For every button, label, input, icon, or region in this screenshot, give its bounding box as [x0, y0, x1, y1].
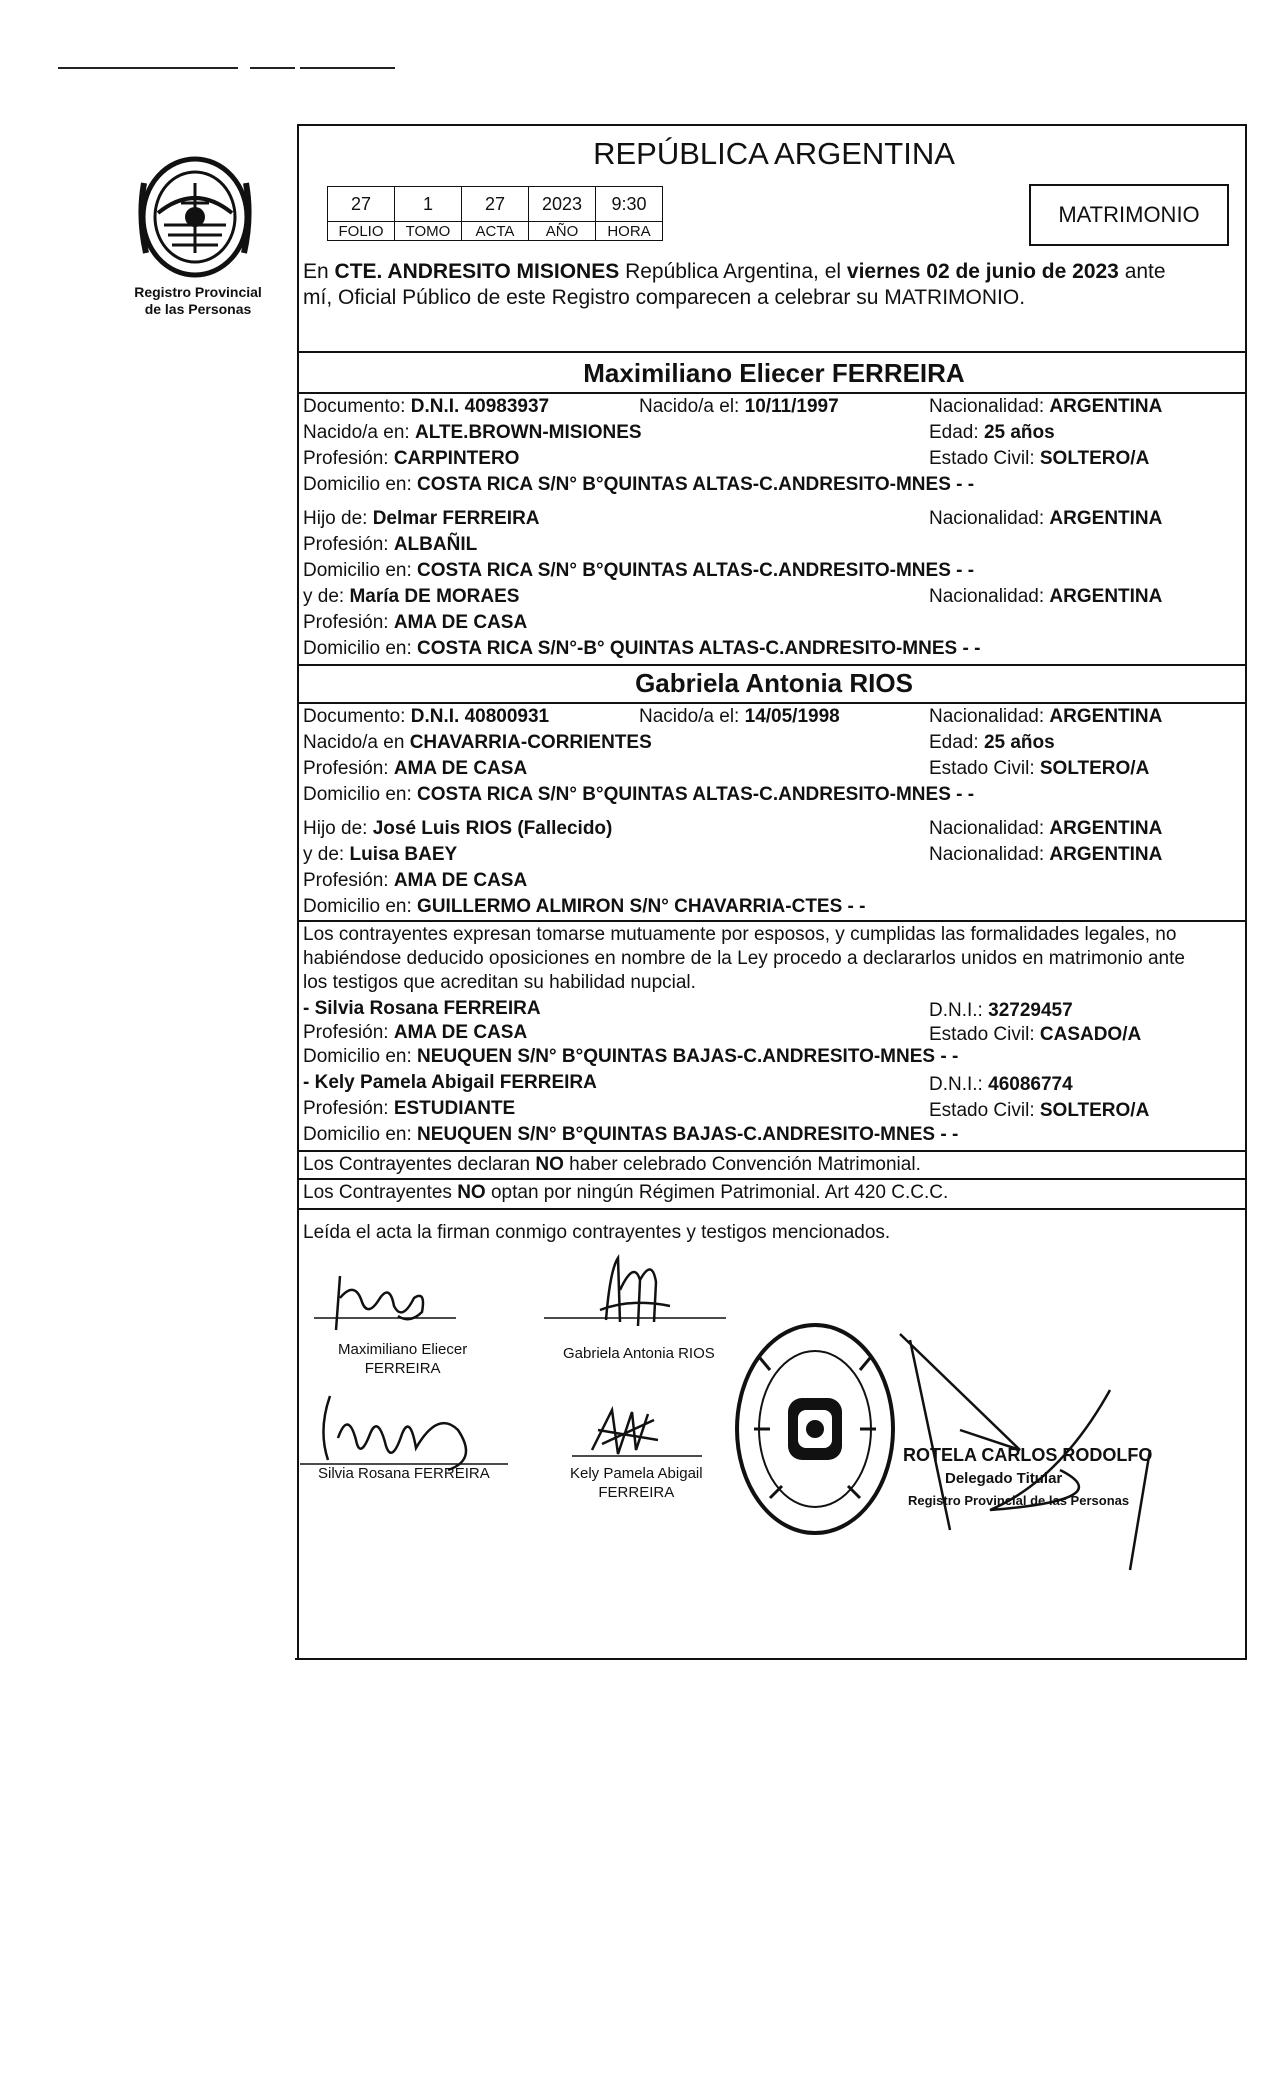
intro-line-1: [303, 260, 1166, 284]
official-office: Registro Provincial de las Personas: [908, 1493, 1130, 1508]
c1-mother: y de: María DE MORAES: [303, 586, 520, 607]
anio-value: 2023: [529, 187, 596, 222]
registry-caption-line2: de las Personas: [144, 301, 252, 317]
declaration-line-1: Los contrayentes expresan tomarse mutuamente por esposos, y cumplidas las formalidades legales, no: [303, 924, 1177, 945]
intro-date: viernes 02 de junio de 2023: [846, 260, 1119, 283]
record-type-box: MATRIMONIO: [1029, 184, 1229, 246]
c1-address: Domicilio en: COSTA RICA S/N° B°QUINTAS ALTAS-C.ANDRESITO-MNES - -: [303, 474, 975, 495]
signature-caption-silvia: Silvia Rosana FERREIRA: [318, 1465, 490, 1482]
c1-mother-nationality: Nacionalidad: ARGENTINA: [929, 586, 1163, 607]
signature-caption-gabriela: Gabriela Antonia RIOS: [563, 1345, 715, 1362]
c1-father-nationality: Nacionalidad: ARGENTINA: [929, 508, 1163, 529]
tomo-label: TOMO: [395, 222, 462, 241]
note-convention: Los Contrayentes declaran NO haber celebrado Convención Matrimonial.: [303, 1154, 921, 1175]
c1-birthdate: Nacido/a el: 10/11/1997: [639, 396, 839, 417]
c1-mother-profession: Profesión: AMA DE CASA: [303, 612, 528, 633]
folio-value: 27: [328, 187, 395, 222]
c1-nationality: Nacionalidad: ARGENTINA: [929, 396, 1163, 417]
c1-document: Documento: D.N.I. 40983937: [303, 396, 550, 417]
c2-mother: y de: Luisa BAEY: [303, 844, 458, 865]
declaration-line-3: los testigos que acreditan su habilidad nupcial.: [303, 972, 696, 993]
c1-birthplace: Nacido/a en: ALTE.BROWN-MISIONES: [303, 422, 642, 443]
c2-nationality: Nacionalidad: ARGENTINA: [929, 706, 1163, 727]
intro-line-2: mí, Oficial Público de este Registro comparecen a celebrar su MATRIMONIO.: [303, 286, 1026, 309]
divider: [299, 1178, 1245, 1180]
divider: [299, 1208, 1245, 1210]
anio-label: AÑO: [529, 222, 596, 241]
divider: [299, 664, 1245, 666]
signature-caption-kely: Kely Pamela Abigail FERREIRA: [570, 1465, 703, 1501]
registry-caption-line1: Registro Provincial: [134, 284, 262, 300]
acta-label: ACTA: [462, 222, 529, 241]
hora-value: 9:30: [596, 187, 663, 222]
witness2-civil-status: Estado Civil: SOLTERO/A: [929, 1100, 1150, 1121]
official-title: Delegado Titular: [945, 1470, 1063, 1487]
signature-caption-maximiliano: Maximiliano Eliecer FERREIRA: [338, 1341, 468, 1377]
signature-maximiliano: [310, 1268, 460, 1340]
closing-statement: Leída el acta la firman conmigo contrayentes y testigos mencionados.: [303, 1222, 891, 1243]
hora-label: HORA: [596, 222, 663, 241]
divider: [299, 702, 1245, 704]
c2-father-nationality: Nacionalidad: ARGENTINA: [929, 818, 1163, 839]
country-title: REPÚBLICA ARGENTINA: [593, 136, 955, 171]
contrayente1-name: Maximiliano Eliecer FERREIRA: [583, 358, 965, 388]
note-patrimonial: Los Contrayentes NO optan por ningún Régimen Patrimonial. Art 420 C.C.C.: [303, 1182, 949, 1203]
intro-place: CTE. ANDRESITO MISIONES: [334, 260, 620, 283]
header-rule: [58, 67, 238, 69]
c2-mother-address: Domicilio en: GUILLERMO ALMIRON S/N° CHAVARRIA-CTES - -: [303, 896, 866, 917]
c2-profession: Profesión: AMA DE CASA: [303, 758, 528, 779]
c2-birthplace: Nacido/a en CHAVARRIA-CORRIENTES: [303, 732, 652, 753]
witness1-civil-status: Estado Civil: CASADO/A: [929, 1024, 1142, 1045]
witness1-address: Domicilio en: NEUQUEN S/N° B°QUINTAS BAJAS-C.ANDRESITO-MNES - -: [303, 1046, 959, 1067]
c2-civil-status: Estado Civil: SOLTERO/A: [929, 758, 1150, 779]
c2-father: Hijo de: José Luis RIOS (Fallecido): [303, 818, 613, 839]
intro-text: En: [303, 260, 335, 283]
c1-mother-address: Domicilio en: COSTA RICA S/N°-B° QUINTAS ALTAS-C.ANDRESITO-MNES - -: [303, 638, 981, 659]
witness2-address: Domicilio en: NEUQUEN S/N° B°QUINTAS BAJAS-C.ANDRESITO-MNES - -: [303, 1124, 959, 1145]
declaration-line-2: habiéndose deducido oposiciones en nombre de la Ley procedo a declararlos unidos en matrimonio ante: [303, 948, 1185, 969]
witness2-dni: D.N.I.: 46086774: [929, 1074, 1073, 1095]
c2-age: Edad: 25 años: [929, 732, 1055, 753]
c2-mother-profession: Profesión: AMA DE CASA: [303, 870, 528, 891]
c1-profession: Profesión: CARPINTERO: [303, 448, 520, 469]
c2-mother-nationality: Nacionalidad: ARGENTINA: [929, 844, 1163, 865]
intro-text: ante: [1118, 260, 1166, 283]
tomo-value: 1: [395, 187, 462, 222]
divider: [299, 920, 1245, 922]
divider: [299, 392, 1245, 394]
header-rule: [300, 67, 395, 69]
official-name: ROTELA CARLOS RODOLFO: [903, 1445, 1153, 1465]
c1-civil-status: Estado Civil: SOLTERO/A: [929, 448, 1150, 469]
registry-caption: [118, 284, 278, 318]
c2-document: Documento: D.N.I. 40800931: [303, 706, 550, 727]
divider: [299, 351, 1245, 353]
witness2-name: - Kely Pamela Abigail FERREIRA: [303, 1072, 597, 1093]
acta-value: 27: [462, 187, 529, 222]
misiones-coat-of-arms-logo: [136, 153, 254, 281]
signature-gabriela: [540, 1250, 730, 1342]
witness2-profession: Profesión: ESTUDIANTE: [303, 1098, 516, 1119]
witness1-name: - Silvia Rosana FERREIRA: [303, 998, 541, 1019]
c1-father: Hijo de: Delmar FERREIRA: [303, 508, 540, 529]
bottom-rule: [295, 1658, 1245, 1660]
folio-label: FOLIO: [328, 222, 395, 241]
c2-address: Domicilio en: COSTA RICA S/N° B°QUINTAS ALTAS-C.ANDRESITO-MNES - -: [303, 784, 975, 805]
witness1-profession: Profesión: AMA DE CASA: [303, 1022, 528, 1043]
record-numbers-table: [327, 186, 663, 241]
witness1-dni: D.N.I.: 32729457: [929, 1000, 1073, 1021]
header-rule: [250, 67, 295, 69]
c2-birthdate: Nacido/a el: 14/05/1998: [639, 706, 840, 727]
c1-father-profession: Profesión: ALBAÑIL: [303, 534, 478, 555]
signature-kely: [562, 1400, 712, 1464]
contrayente2-name: Gabriela Antonia RIOS: [635, 668, 913, 698]
official-seal-stamp: [730, 1318, 900, 1540]
c1-age: Edad: 25 años: [929, 422, 1055, 443]
divider: [299, 1150, 1245, 1152]
c1-father-address: Domicilio en: COSTA RICA S/N° B°QUINTAS ALTAS-C.ANDRESITO-MNES - -: [303, 560, 975, 581]
intro-text: República Argentina, el: [619, 260, 847, 283]
